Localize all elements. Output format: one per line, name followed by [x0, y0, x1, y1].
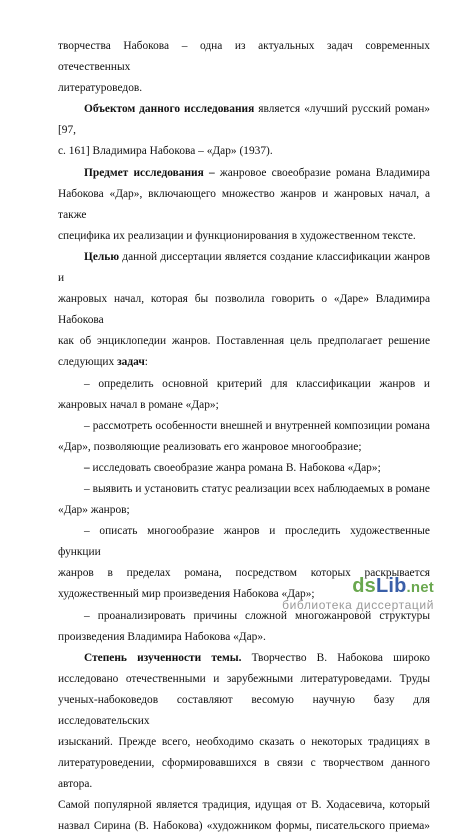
text-line: произведения Владимира Набокова «Дар». [58, 630, 266, 643]
text-line: изысканий. Прежде всего, необходимо сказать о некоторых традициях в [58, 736, 430, 749]
text-line: жанровых начал в романе «Дар»; [58, 398, 219, 411]
text-line: художественный мир произведения Набокова «Дар»; [58, 588, 315, 601]
text-line: назвал Сирина (В. Набокова) «художником формы, писательского приема» [58, 820, 430, 833]
list-item: – исследовать своеобразие жанра романа В. Набокова «Дар»; [84, 461, 381, 474]
bold-term: Степень изученности темы. [84, 651, 242, 664]
bold-term: Объектом данного исследования [84, 103, 255, 116]
bold-term: Предмет исследования – [84, 166, 215, 179]
list-item: – выявить и установить статус реализации всех наблюдаемых в романе [84, 482, 430, 495]
text-line: жанровых начал, которая бы позволила говорить о «Даре» Владимира Набокова [58, 293, 430, 327]
text-line: Набокова «Дар», включающего множество жанров и жанровых начал, а также [58, 187, 430, 221]
text-line: Самой популярной является традиция, идущая от В. Ходасевича, который [58, 799, 430, 812]
text-line: с. 161] Владимира Набокова – «Дар» (1937). [58, 145, 273, 158]
list-item: – проанализировать причины сложной многожанровой структуры [84, 609, 430, 622]
paragraph-degree: Степень изученности темы. Творчество В. Набокова широко [84, 651, 430, 664]
text-line: «Дар», позволяющие реализовать его жанровое многообразие; [58, 440, 362, 453]
text-line: ученых-набоковедов составляют весомую научную базу для исследовательских [58, 693, 430, 727]
text-line: литературоведении, сформировавшихся в связи с творчеством данного автора. [58, 757, 430, 791]
list-item: – определить основной критерий для классификации жанров и [84, 377, 430, 390]
paragraph-subject: Предмет исследования – жанровое своеобразие романа Владимира [84, 166, 430, 179]
watermark [248, 575, 438, 615]
paragraph-goal: Целью данной диссертации является создание классификации жанров и [58, 250, 430, 285]
text-line: жанров в пределах романа, посредством которых раскрывается [58, 567, 430, 580]
list-item: – рассмотреть особенности внешней и внутренней композиции романа [84, 419, 430, 432]
text-line: исследовано отечественными и зарубежными литературоведами. Труды [58, 672, 430, 685]
text-line: творчества Набокова – одна из актуальных задач современных отечественных [58, 40, 430, 74]
text-line: «Дар» жанров; [58, 504, 130, 517]
text-line: следующих задач: [58, 356, 148, 369]
document-page [58, 36, 430, 838]
watermark-subtitle: библиотека диссертаций [282, 598, 434, 612]
text-line: как об энциклопедии жанров. Поставленная цель предполагает решение [58, 335, 430, 348]
text-line: специфика их реализации и функционирования в художественном тексте. [58, 229, 416, 242]
dslib-logo: dsLib.net [352, 575, 434, 597]
text-line: литературоведов. [58, 82, 143, 95]
paragraph-object: Объектом данного исследования является «лучший русский роман» [97, [58, 103, 430, 137]
list-item: – описать многообразие жанров и проследить художественные функции [58, 525, 430, 559]
bold-term: Целью [84, 250, 120, 263]
bold-term: задач [117, 356, 145, 369]
